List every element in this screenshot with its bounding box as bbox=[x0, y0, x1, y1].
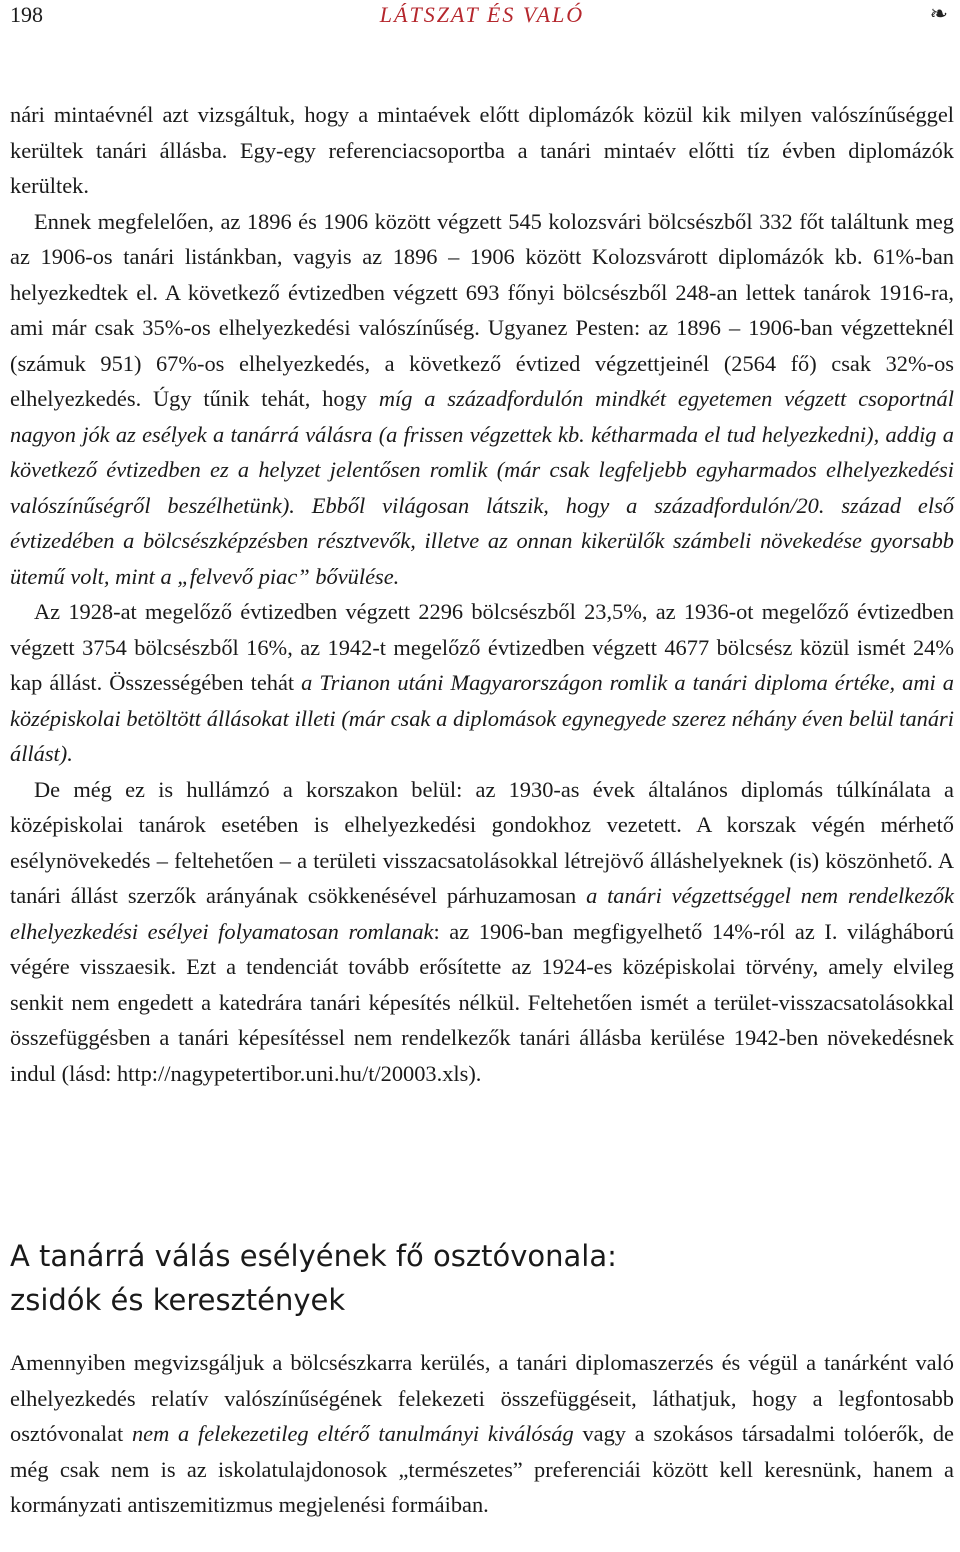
section-heading-line-2: zsidók és keresztények bbox=[10, 1283, 346, 1317]
running-header bbox=[10, 0, 954, 30]
paragraph-3 bbox=[10, 594, 954, 772]
page-number: 198 bbox=[10, 2, 43, 27]
section-body bbox=[10, 1345, 954, 1523]
paragraph-2-emphasis: míg a századfordulón mindkét egyetemen végzett csoportnál nagyon jók az esélyek a tanárrá válásra (a frissen végzettek kb. kétharmada el tud helyezkedni), addig a következő évtizedben ez a helyzet jelentősen romlik (már csak legfeljebb egyharmados elhelyezkedési valószínűségről beszélhetünk). Ebből világosan látszik, hogy a századfordulón/20. század első évtizedében a bölcsészképzésben résztvevők, illetve az onnan kikerülők számbeli növekedése gyorsabb ütemű volt, mint a „felvevő piac” bővülése. bbox=[10, 386, 954, 589]
body-text bbox=[10, 97, 954, 1091]
paragraph-3-text: Az 1928-at megelőző évtizedben végzett 2296 bölcsészből 23,5%, az 1936-ot megelőző évtizedben végzett 3754 bölcsészből 16%, az 1942-t megelőző évtizedben végzett 4677 bölcsész közül ismét 24% kap állást. Összességében tehát bbox=[10, 599, 954, 695]
section-heading bbox=[10, 1234, 954, 1322]
paragraph-2 bbox=[10, 204, 954, 595]
section-paragraph bbox=[10, 1345, 954, 1523]
section-paragraph-text-continued: vagy a szokásos társadalmi tolóerők, de még csak nem is az iskolatulajdonosok „természetes” preferenciái között kell keresnünk, hanem a kormányzati antiszemitizmus megjelenési formáiban. bbox=[10, 1421, 954, 1518]
paragraph-4 bbox=[10, 772, 954, 1092]
paragraph-4-emphasis: a tanári végzettséggel nem rendelkezők elhelyezkedési esélyei folyamatosan romlanak bbox=[10, 883, 954, 944]
section-paragraph-text: Amennyiben megvizsgáljuk a bölcsészkarra kerülés, a tanári diplomaszerzés és végül a tanárként való elhelyezkedés relatív valószínűségének felekezeti összefüggéseit, láthatjuk, hogy a legfontosabb osztóvonalat bbox=[10, 1350, 954, 1447]
paragraph-2-text: Ennek megfelelően, az 1896 és 1906 között végzett 545 kolozsvári bölcsészből 332 főt találtunk meg az 1906-os tanári listánkban, vagyis az 1896 – 1906 között Kolozsvárott diplomázók kb. 61%-ban helyezkedtek el. A következő évtizedben végzett 693 főnyi bölcsészből 248-an lettek tanárok 1916-ra, ami már csak 35%-os elhelyezkedési valószínűség. Ugyanez Pesten: az 1896 – 1906-ban végzetteknél (számuk 951) 67%-os elhelyezkedés, a következő évtized végzettjeinél (2564 fő) csak 32%-os elhelyezkedés. Úgy tűnik tehát, hogy bbox=[10, 208, 954, 411]
paragraph-1 bbox=[10, 97, 954, 204]
book-page bbox=[10, 0, 954, 1552]
paragraph-3-emphasis: a Trianon utáni Magyarországon romlik a tanári diploma értéke, ami a középiskolai betöltött állásokat illeti (már csak a diplomások egynegyede szerez néhány éven belül tanári állást). bbox=[10, 670, 954, 766]
section-heading-line-1: A tanárrá válás esélyének fő osztóvonala: bbox=[10, 1239, 617, 1273]
paragraph-4-text: De még ez is hullámzó a korszakon belül: az 1930-as évek általános diplomás túlkínálata a középiskolai tanárok esetében is elhelyezkedési gondokhoz vezetett. A korszak végén mérhető esélynövekedés – feltehetően – a területi visszacsatolásokkal létrejövő álláshelyeknek (is) köszönhető. A tanári állást szerzők arányának csökkenésével párhuzamosan bbox=[10, 776, 954, 908]
section-paragraph-emphasis: nem a felekezetileg eltérő tanulmányi kiválóság bbox=[131, 1421, 574, 1447]
running-title: LÁTSZAT ÉS VALÓ bbox=[379, 2, 585, 27]
paragraph-4-text-continued: : az 1906-ban megfigyelhető 14%-ról az I. világháború végére visszaesik. Ezt a tendenciát tovább erősítette az 1924-es középiskolai törvény, amely elvileg senkit nem engedett a katedrára tanári képesítés nélkül. Feltehetően ismét a terület-visszacsatolásokkal összefüggésben a tanári képesítéssel nem rendelkezők tanári állásba kerülése 1942-ben növekedésnek indul (lásd: http://nagypetertibor.uni.hu/t/20003.xls). bbox=[10, 918, 954, 1086]
paragraph-1-text: nári mintaévnél azt vizsgáltuk, hogy a mintaévek előtt diplomázók közül kik milyen valószínűséggel kerültek tanári állásba. Egy-egy referenciacsoportba a tanári mintaév előtti tíz évben diplomázók kerültek. bbox=[10, 102, 954, 198]
fleuron-icon: ❧ bbox=[929, 2, 948, 27]
